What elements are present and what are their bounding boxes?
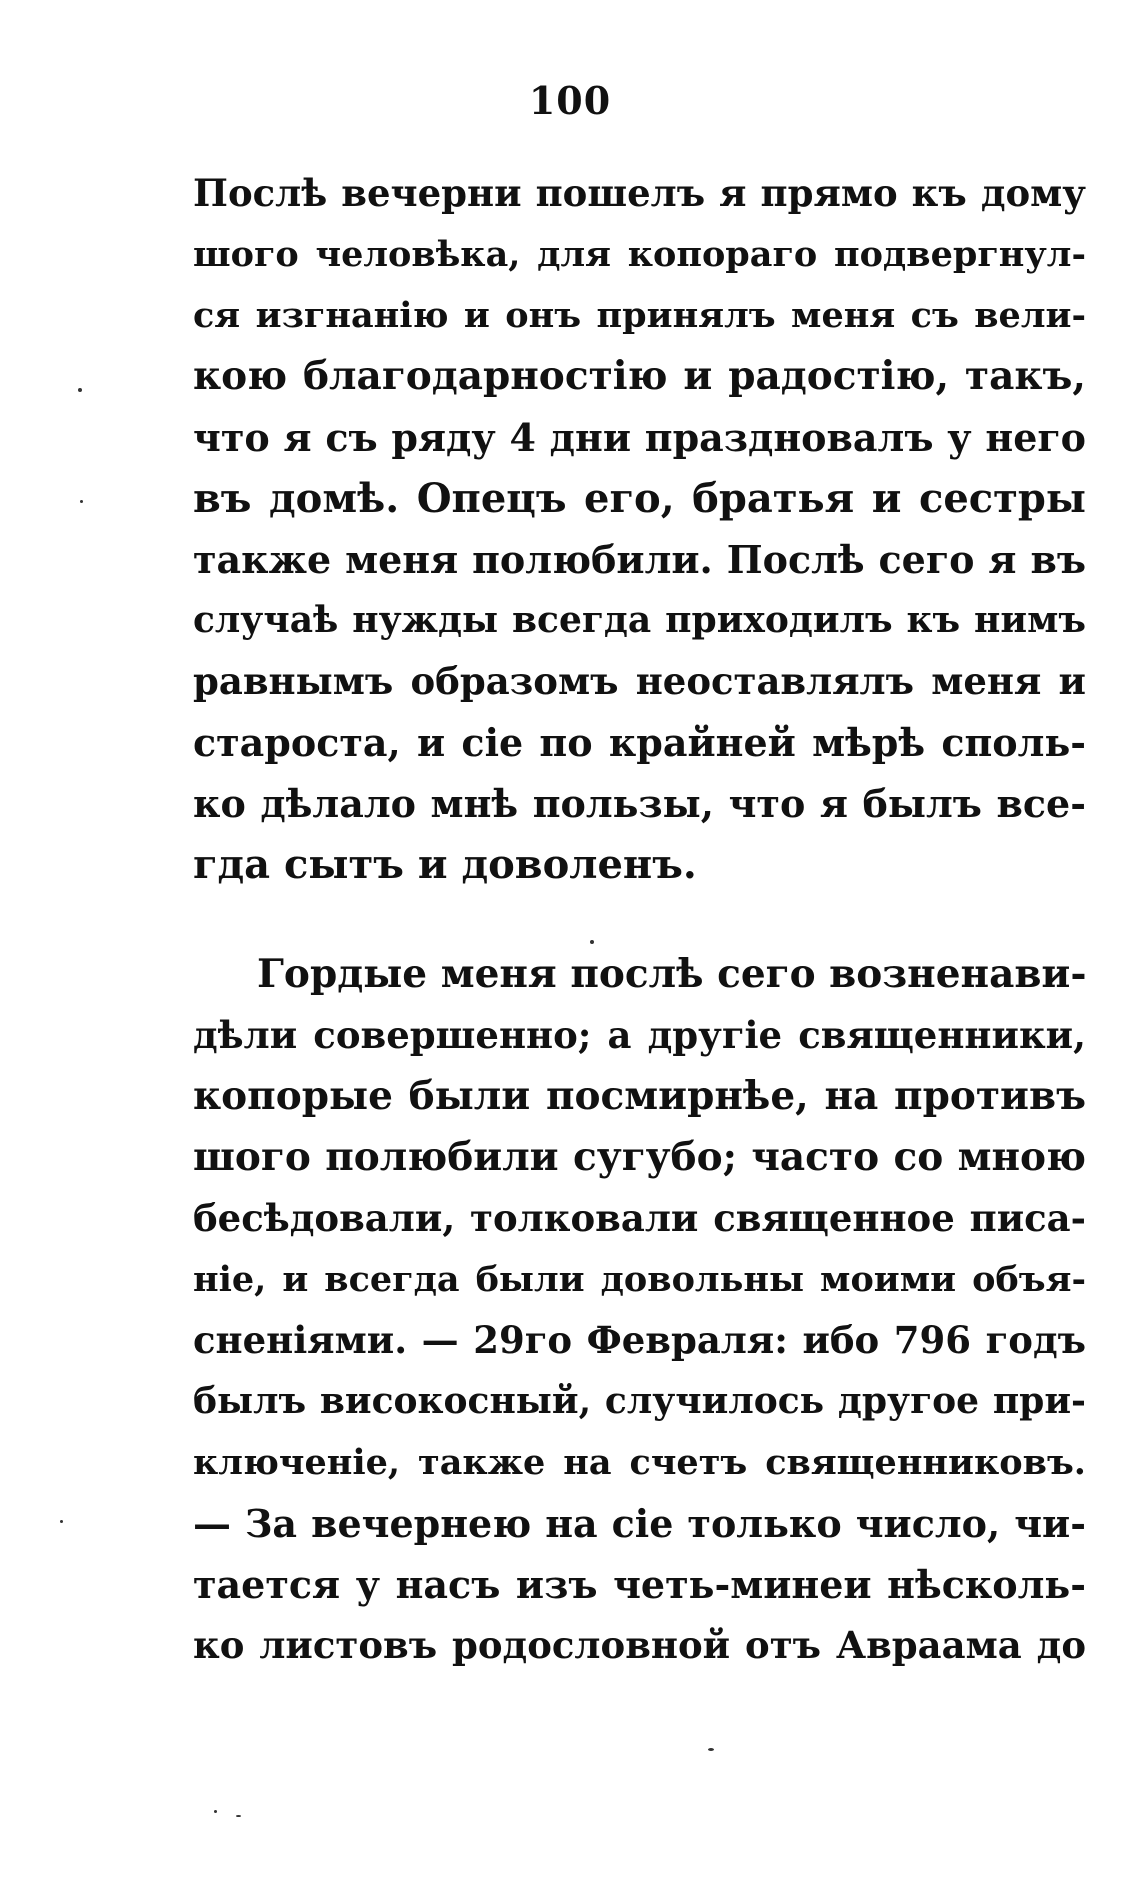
text-line: ся изгнанію и онъ принялъ меня съ вели-: [193, 295, 1086, 336]
text-line: шого человѣка, для копораго подвергнул-: [193, 234, 1086, 275]
print-speck: [60, 1520, 63, 1523]
text-line: тается у насъ изъ четь-минеи нѣсколь-: [193, 1562, 1086, 1607]
print-speck: [78, 388, 82, 392]
text-line: Послѣ вечерни пошелъ я прямо къ дому: [193, 171, 1086, 215]
print-speck: [708, 1748, 714, 1751]
paragraph-2: [193, 944, 1086, 1676]
text-line: ключеніе, также на счетъ священниковъ.: [193, 1442, 1086, 1483]
text-line: бесѣдовали, толковали священное писа-: [193, 1196, 1086, 1240]
print-speck: [236, 1815, 241, 1817]
print-speck: [214, 1810, 217, 1813]
text-line: копорые были посмирнѣе, на противъ: [193, 1073, 1086, 1119]
paragraph-1: [193, 163, 1086, 895]
print-speck: [80, 500, 83, 503]
text-line: гда сытъ и доволенъ.: [193, 841, 697, 888]
text-line: дѣли совершенно; а другіе священники,: [193, 1013, 1086, 1057]
text-line: ніе, и всегда были довольны моими объя-: [193, 1259, 1086, 1300]
text-line: шого полюбили сугубо; часто со мною: [193, 1134, 1086, 1180]
text-line: кою благодарностію и радостію, такъ,: [193, 353, 1086, 399]
text-line: староста, и сіе по крайней мѣрѣ споль-: [193, 720, 1086, 765]
text-line: что я съ ряду 4 дни праздновалъ у него: [193, 415, 1086, 460]
text-line: — За вечернею на сіе только число, чи-: [193, 1501, 1086, 1546]
text-line: случаѣ нужды всегда приходилъ къ нимъ: [193, 599, 1086, 641]
text-line: сненіями. — 29го Февраля: ибо 796 годъ: [193, 1318, 1086, 1362]
text-line: въ домѣ. Опецъ его, братья и сестры: [193, 475, 1086, 522]
text-line: ко дѣлало мнѣ пользы, что я былъ все-: [193, 781, 1086, 826]
print-speck: [590, 940, 594, 944]
page-number: 100: [528, 78, 612, 123]
text-line: равнымъ образомъ неоставлялъ меня и: [193, 659, 1086, 703]
text-line: также меня полюбили. Послѣ сего я въ: [193, 537, 1086, 582]
text-line: ко листовъ родословной отъ Авраама до: [193, 1623, 1086, 1667]
text-line: былъ високосный, случилось другое при-: [193, 1380, 1086, 1422]
text-line: Гордые меня послѣ сего возненави-: [257, 951, 1087, 997]
